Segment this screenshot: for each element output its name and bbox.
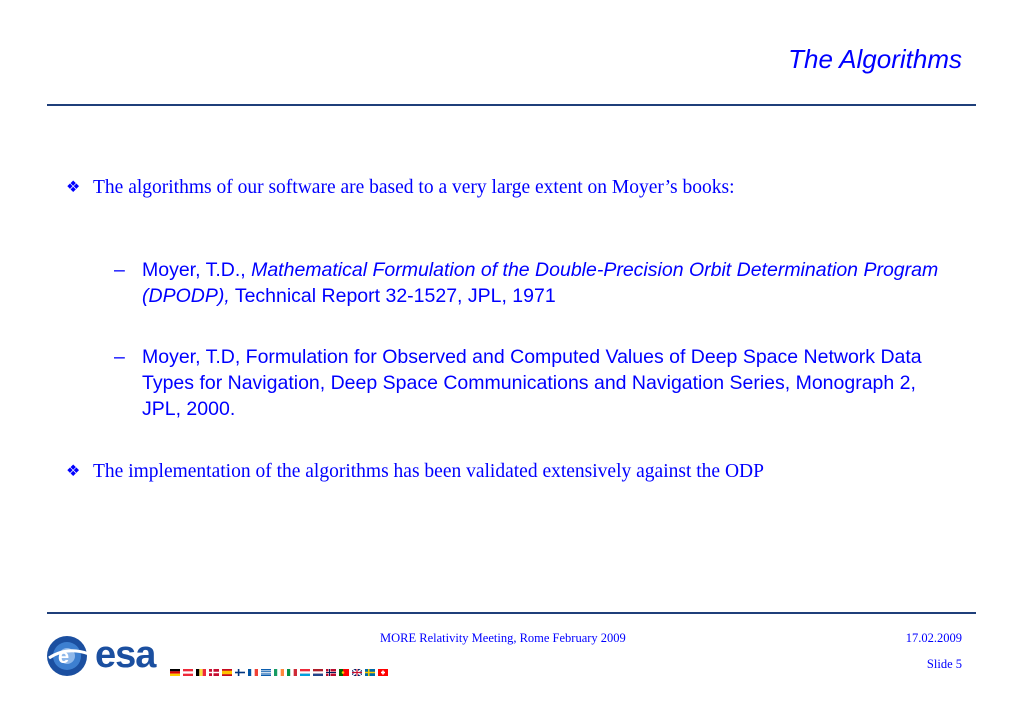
svg-text:e: e bbox=[58, 646, 70, 668]
dash-marker: – bbox=[114, 346, 125, 368]
footer-event: MORE Relativity Meeting, Rome February 2009 bbox=[380, 631, 626, 645]
flag-icon bbox=[378, 669, 388, 676]
slide-title: The Algorithms bbox=[788, 44, 962, 74]
diamond-bullet-icon: ❖ bbox=[66, 463, 81, 480]
bullet-text: The implementation of the algorithms has been validated extensively against the ODP bbox=[93, 461, 764, 482]
flag-icon bbox=[196, 669, 206, 676]
flag-icon bbox=[248, 669, 258, 676]
top-divider bbox=[47, 104, 976, 106]
sub-item bbox=[114, 257, 954, 309]
esa-logo bbox=[43, 634, 173, 678]
esa-globe-logo bbox=[43, 634, 97, 678]
flag-icon bbox=[261, 669, 271, 676]
reference-details: Technical Report 32-1527, JPL, 1971 bbox=[229, 285, 556, 307]
sub-item-text bbox=[142, 257, 954, 309]
dash-marker: – bbox=[114, 259, 125, 281]
bullet-text: The algorithms of our software are based to a very large extent on Moyer’s books: bbox=[93, 177, 735, 198]
flag-icon bbox=[287, 669, 297, 676]
flag-icon bbox=[222, 669, 232, 676]
flag-icon bbox=[326, 669, 336, 676]
member-state-flags bbox=[170, 669, 388, 677]
flag-icon bbox=[300, 669, 310, 676]
bottom-divider bbox=[47, 612, 976, 614]
slide-number: Slide 5 bbox=[926, 657, 962, 671]
flag-icon bbox=[352, 669, 362, 676]
bullet-item bbox=[66, 461, 966, 483]
flag-icon bbox=[339, 669, 349, 676]
flag-icon bbox=[235, 669, 245, 676]
reference-author: Moyer, T.D., bbox=[142, 259, 252, 281]
flag-icon bbox=[365, 669, 375, 676]
flag-icon bbox=[313, 669, 323, 676]
esa-wordmark: esa bbox=[95, 634, 156, 676]
reference-title: Mathematical Formulation of the Double-Precision Orbit Determination Program (DPODP), bbox=[142, 259, 939, 307]
flag-icon bbox=[170, 669, 180, 676]
sub-item-text: Moyer, T.D, Formulation for Observed and Computed Values of Deep Space Network Data Types for Navigation, Deep Space Communications and Navigation Series, Monograph 2, JPL, 2000. bbox=[142, 346, 922, 420]
flag-icon bbox=[274, 669, 284, 676]
flag-icon bbox=[183, 669, 193, 676]
sub-item bbox=[114, 344, 954, 422]
bullet-item bbox=[66, 177, 966, 199]
footer-date: 17.02.2009 bbox=[905, 631, 962, 645]
diamond-bullet-icon: ❖ bbox=[66, 179, 81, 196]
flag-icon bbox=[209, 669, 219, 676]
